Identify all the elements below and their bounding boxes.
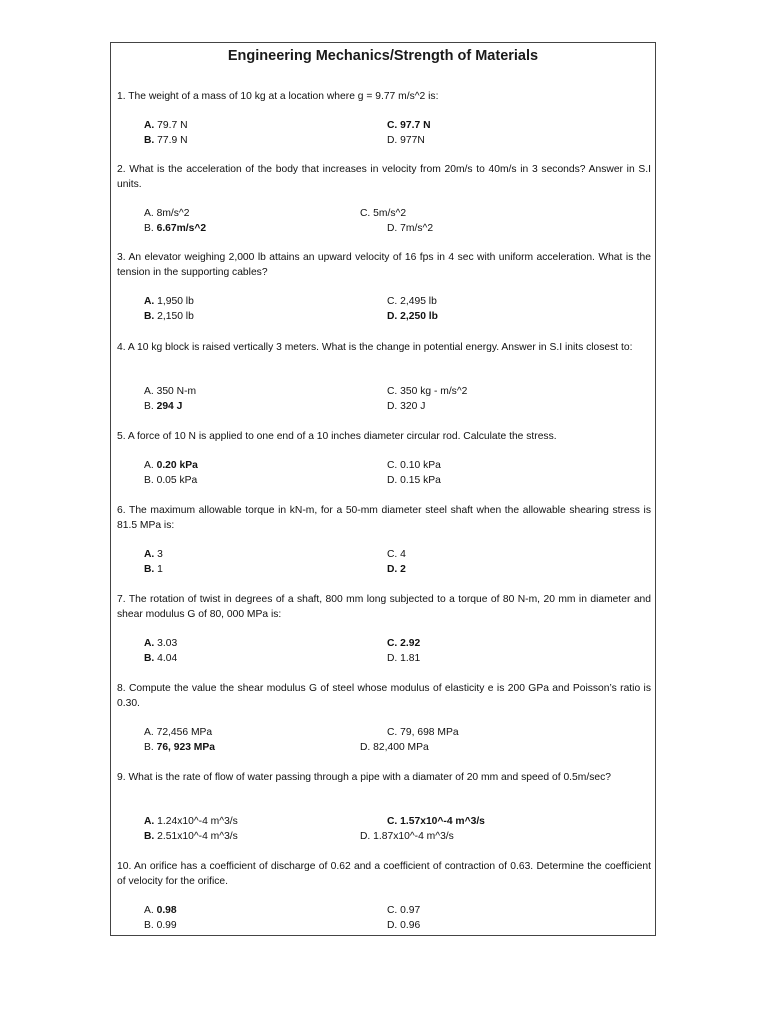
- option-answer: 294 J: [153, 401, 183, 412]
- option-letter: B.: [144, 920, 154, 931]
- answer-option: [387, 118, 431, 133]
- answer-option: [387, 133, 425, 148]
- answer-option: [144, 458, 198, 473]
- answer-option: [387, 651, 420, 666]
- answer-option: [144, 221, 206, 236]
- answer-option: [144, 740, 215, 755]
- answer-option: [387, 814, 485, 829]
- answer-option: [144, 133, 188, 148]
- option-letter: D.: [387, 653, 398, 664]
- answer-option: [387, 309, 438, 324]
- question-text: 5. A force of 10 N is applied to one end of a 10 inches diameter circular rod. Calculate the stress.: [117, 431, 557, 442]
- question-text: 8. Compute the value the shear modulus G of steel whose modulus of elasticity e is 200 GPa and Poisson’s ratio is 0.30.: [117, 683, 651, 709]
- question-text: 10. An orifice has a coefficient of discharge of 0.62 and a coefficient of contraction of 0.63. Determine the coefficient of velocity for the orifice.: [117, 861, 651, 887]
- option-letter: A.: [144, 727, 154, 738]
- option-answer: 5m/s^2: [370, 208, 407, 219]
- option-answer: 2,150 lb: [154, 311, 194, 322]
- answer-option: [144, 918, 177, 933]
- option-letter: D.: [387, 223, 398, 234]
- question-text: 9. What is the rate of flow of water passing through a pipe with a diamater of 20 mm and speed of 0.5m/sec?: [117, 772, 611, 783]
- option-letter: C.: [387, 816, 398, 827]
- option-letter: D.: [387, 135, 398, 146]
- answer-option: [144, 651, 177, 666]
- option-letter: D.: [387, 475, 398, 486]
- option-letter: C.: [360, 208, 371, 219]
- answer-option: [387, 562, 406, 577]
- option-answer: 2,495 lb: [397, 296, 437, 307]
- answer-option: [144, 294, 194, 309]
- answer-option: [387, 903, 420, 918]
- option-letter: B.: [144, 653, 155, 664]
- option-letter: B.: [144, 311, 155, 322]
- option-answer: 0.05 kPa: [153, 475, 198, 486]
- option-answer: 7m/s^2: [397, 223, 434, 234]
- option-letter: D.: [360, 831, 371, 842]
- option-letter: C.: [387, 727, 398, 738]
- option-answer: 0.96: [397, 920, 421, 931]
- option-letter: D.: [387, 401, 398, 412]
- answer-option: [360, 740, 429, 755]
- option-letter: D.: [387, 564, 398, 575]
- answer-option: [360, 206, 406, 221]
- question-text: 7. The rotation of twist in degrees of a shaft, 800 mm long subjected to a torque of 80 N-m, 20 mm in diameter and shear modulus G of 80, 000 MPa is:: [117, 594, 651, 620]
- answer-option: [144, 547, 163, 562]
- option-answer: 3.03: [154, 638, 178, 649]
- option-answer: 4: [397, 549, 406, 560]
- question-text: 6. The maximum allowable torque in kN-m, for a 50-mm diameter steel shaft when the allowable shearing stress is 81.5 MPa is:: [117, 505, 651, 531]
- answer-option: [387, 547, 406, 562]
- option-answer: 82,400 MPa: [370, 742, 429, 753]
- option-answer: 0.97: [397, 905, 421, 916]
- answer-option: [144, 725, 212, 740]
- option-answer: 0.99: [153, 920, 177, 931]
- option-answer: 79, 698 MPa: [397, 727, 459, 738]
- answer-option: [360, 829, 454, 844]
- option-answer: 1: [154, 564, 163, 575]
- question-text: 3. An elevator weighing 2,000 lb attains an upward velocity of 16 fps in 4 sec with uniform acceleration. What is the tension in the supporting cables?: [117, 252, 651, 278]
- answer-option: [387, 725, 459, 740]
- answer-option: [144, 118, 188, 133]
- answer-option: [144, 384, 196, 399]
- answer-option: [387, 918, 420, 933]
- answer-option: [144, 829, 238, 844]
- option-answer: 350 kg - m/s^2: [397, 386, 468, 397]
- option-answer: 4.04: [154, 653, 178, 664]
- option-answer: 2: [397, 564, 406, 575]
- option-answer: 3: [154, 549, 163, 560]
- option-answer: 2,250 lb: [397, 311, 438, 322]
- option-answer: 1.24x10^-4 m^3/s: [154, 816, 238, 827]
- option-letter: B.: [144, 742, 154, 753]
- option-letter: A.: [144, 208, 154, 219]
- option-letter: C.: [387, 386, 398, 397]
- option-letter: A.: [144, 460, 154, 471]
- question-text: 2. What is the acceleration of the body that increases in velocity from 20m/s to 40m/s in 3 seconds? Answer in S.I units.: [117, 164, 651, 190]
- answer-option: [144, 636, 177, 651]
- option-letter: B.: [144, 564, 155, 575]
- option-answer: 1.81: [397, 653, 421, 664]
- option-letter: B.: [144, 475, 154, 486]
- answer-option: [144, 206, 189, 221]
- option-answer: 350 N-m: [153, 386, 197, 397]
- option-letter: B.: [144, 401, 154, 412]
- option-answer: 76, 923 MPa: [153, 742, 215, 753]
- option-letter: D.: [387, 311, 398, 322]
- answer-option: [144, 814, 238, 829]
- option-answer: 0.20 kPa: [153, 460, 198, 471]
- option-letter: D.: [387, 920, 398, 931]
- option-letter: A.: [144, 386, 154, 397]
- answer-option: [387, 473, 441, 488]
- option-letter: A.: [144, 296, 155, 307]
- option-answer: 0.15 kPa: [397, 475, 441, 486]
- option-letter: C.: [387, 905, 398, 916]
- option-answer: 2.51x10^-4 m^3/s: [154, 831, 238, 842]
- option-letter: C.: [387, 638, 398, 649]
- option-letter: A.: [144, 638, 155, 649]
- option-letter: B.: [144, 135, 155, 146]
- answer-option: [144, 903, 177, 918]
- answer-option: [387, 458, 441, 473]
- answer-option: [387, 399, 425, 414]
- option-answer: 0.98: [153, 905, 177, 916]
- option-answer: 72,456 MPa: [153, 727, 213, 738]
- option-letter: C.: [387, 460, 398, 471]
- question-text: 4. A 10 kg block is raised vertically 3 meters. What is the change in potential energy. Answer in S.I inits closest to:: [117, 342, 633, 353]
- option-answer: 0.10 kPa: [397, 460, 441, 471]
- option-letter: A.: [144, 549, 155, 560]
- answer-option: [144, 309, 194, 324]
- option-letter: A.: [144, 120, 155, 131]
- option-answer: 6.67m/s^2: [153, 223, 207, 234]
- option-letter: B.: [144, 223, 154, 234]
- option-answer: 97.7 N: [397, 120, 431, 131]
- option-answer: 977N: [397, 135, 425, 146]
- answer-option: [387, 294, 437, 309]
- answer-option: [387, 384, 467, 399]
- option-answer: 2.92: [397, 638, 421, 649]
- option-letter: C.: [387, 120, 398, 131]
- option-letter: D.: [360, 742, 371, 753]
- option-answer: 1.57x10^-4 m^3/s: [397, 816, 485, 827]
- option-answer: 79.7 N: [154, 120, 188, 131]
- answer-option: [387, 636, 420, 651]
- option-letter: C.: [387, 296, 398, 307]
- document-page: [110, 42, 656, 936]
- option-answer: 8m/s^2: [153, 208, 190, 219]
- option-answer: 1.87x10^-4 m^3/s: [370, 831, 454, 842]
- option-letter: C.: [387, 549, 398, 560]
- option-letter: A.: [144, 905, 154, 916]
- option-answer: 77.9 N: [154, 135, 188, 146]
- option-letter: B.: [144, 831, 155, 842]
- option-answer: 320 J: [397, 401, 426, 412]
- answer-option: [144, 399, 182, 414]
- option-answer: 1,950 lb: [154, 296, 194, 307]
- option-letter: A.: [144, 816, 155, 827]
- answer-option: [144, 562, 163, 577]
- answer-option: [387, 221, 433, 236]
- answer-option: [144, 473, 197, 488]
- question-text: 1. The weight of a mass of 10 kg at a location where g = 9.77 m/s^2 is:: [117, 91, 439, 102]
- page-title: Engineering Mechanics/Strength of Materials: [227, 48, 539, 64]
